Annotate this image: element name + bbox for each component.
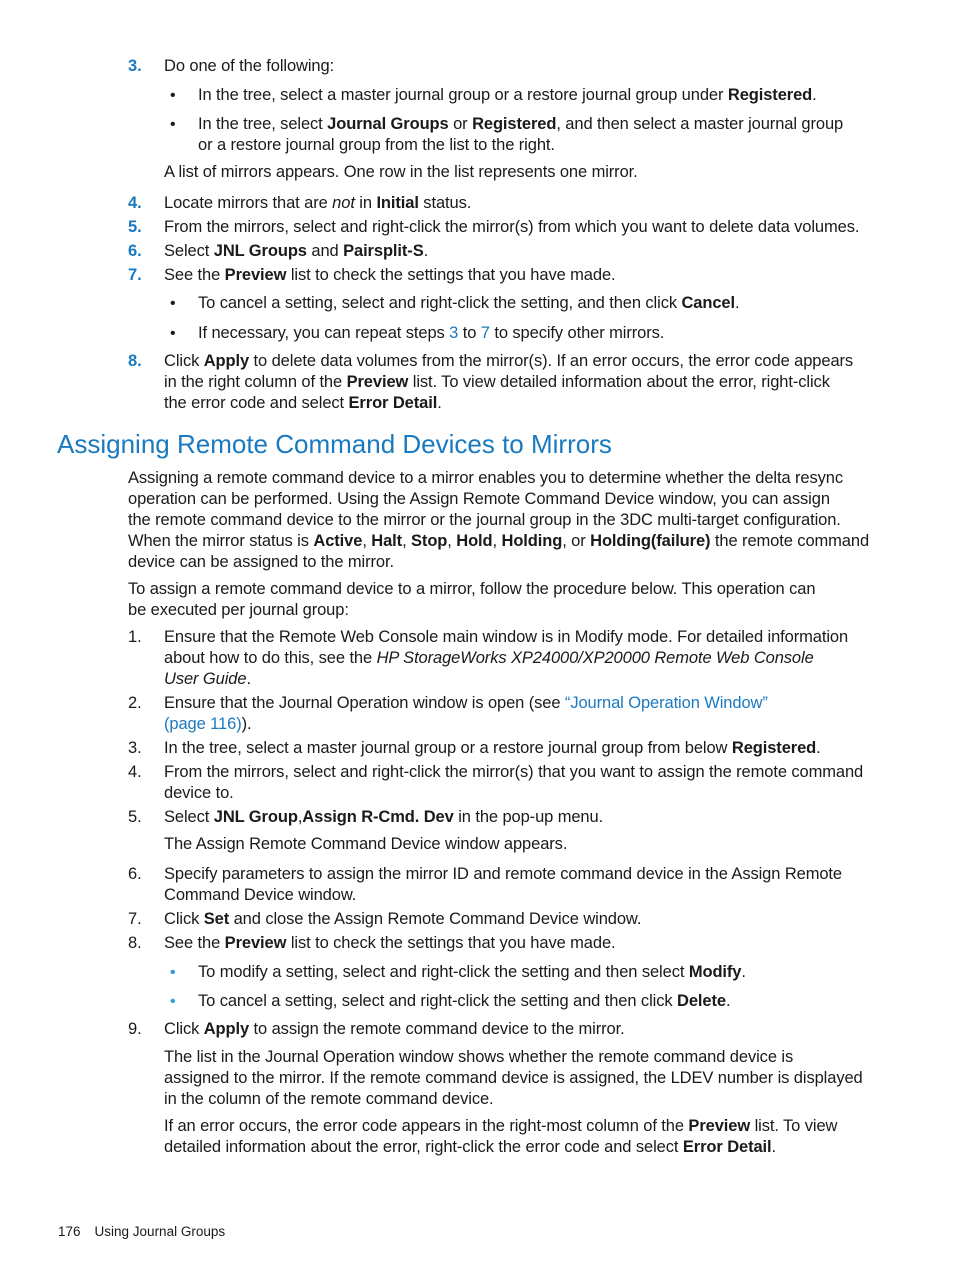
step-note: The list in the Journal Operation window shows whether the remote command device is	[164, 1048, 794, 1066]
step-text: User Guide.	[164, 670, 251, 688]
step-number: 7.	[128, 910, 142, 928]
footer-section-title: Using Journal Groups	[94, 1224, 226, 1239]
page-reference-link[interactable]: (page 116)	[164, 715, 242, 733]
step-text: In the tree, select a master journal group or a restore journal group from below Registered.	[164, 739, 821, 757]
step-text: Ensure that the Remote Web Console main window is in Modify mode. For detailed information	[164, 628, 849, 646]
paragraph-line: device can be assigned to the mirror.	[128, 553, 394, 571]
step-number: 4.	[128, 763, 142, 781]
bullet-text: In the tree, select a master journal group or a restore journal group under Registered.	[198, 86, 817, 104]
step-text: Ensure that the Journal Operation window is open (see “Journal Operation Window”	[164, 694, 768, 712]
step-text: (page 116)).	[164, 715, 252, 733]
bullet-text: or a restore journal group from the list to the right.	[198, 136, 555, 154]
bullet-text: To cancel a setting, select and right-click the setting and then click Delete.	[198, 992, 731, 1010]
step-number: 3.	[128, 739, 142, 757]
step-note: assigned to the mirror. If the remote command device is assigned, the LDEV number is displayed	[164, 1069, 863, 1087]
step-note: If an error occurs, the error code appears in the right-most column of the Preview list. To view	[164, 1117, 838, 1135]
step-text: about how to do this, see the HP StorageWorks XP24000/XP20000 Remote Web Console	[164, 649, 814, 667]
step-number: 9.	[128, 1020, 142, 1038]
step-text: in the right column of the Preview list. To view detailed information about the error, right-click	[164, 373, 830, 391]
step-text: the error code and select Error Detail.	[164, 394, 442, 412]
step-number: 5.	[128, 808, 142, 826]
step-number: 2.	[128, 694, 142, 712]
paragraph-line: To assign a remote command device to a mirror, follow the procedure below. This operation can	[128, 580, 816, 598]
paragraph-line: Assigning a remote command device to a mirror enables you to determine whether the delta resync	[128, 469, 844, 487]
step-number: 1.	[128, 628, 142, 646]
step-text: Select JNL Group,Assign R-Cmd. Dev in the pop-up menu.	[164, 808, 604, 826]
bullet-icon: •	[170, 87, 176, 104]
bullet-icon: •	[170, 964, 176, 981]
paragraph-line: When the mirror status is Active, Halt, Stop, Hold, Holding, or Holding(failure) the remote command	[128, 532, 870, 550]
journal-operation-window-link[interactable]: “Journal Operation Window”	[564, 694, 768, 712]
step-number: 5.	[128, 218, 142, 236]
step-text: device to.	[164, 784, 234, 802]
step-number: 8.	[128, 934, 142, 952]
step-text: Do one of the following:	[164, 57, 335, 75]
step-number: 8.	[128, 352, 142, 370]
step-note: detailed information about the error, right-click the error code and select Error Detail.	[164, 1138, 777, 1156]
step-text: Command Device window.	[164, 886, 357, 904]
step-link-7[interactable]: 7	[480, 324, 490, 342]
step-text: Click Apply to delete data volumes from the mirror(s). If an error occurs, the error code appears	[164, 352, 854, 370]
step-note: The Assign Remote Command Device window appears.	[164, 835, 568, 853]
step-text: See the Preview list to check the settings that you have made.	[164, 934, 616, 952]
bullet-text: To cancel a setting, select and right-click the setting, and then click Cancel.	[198, 294, 740, 312]
step-text: From the mirrors, select and right-click the mirror(s) that you want to assign the remote command	[164, 763, 864, 781]
bullet-icon: •	[170, 993, 176, 1010]
step-text: From the mirrors, select and right-click the mirror(s) from which you want to delete data volumes.	[164, 218, 860, 236]
bullet-text: If necessary, you can repeat steps 3 to 7 to specify other mirrors.	[198, 324, 665, 342]
bullet-text: To modify a setting, select and right-click the setting and then select Modify.	[198, 963, 746, 981]
paragraph-line: be executed per journal group:	[128, 601, 349, 619]
bullet-icon: •	[170, 116, 176, 133]
step-text: Specify parameters to assign the mirror ID and remote command device in the Assign Remote	[164, 865, 842, 883]
step-number: 6.	[128, 865, 142, 883]
bullet-icon: •	[170, 325, 176, 342]
paragraph-line: the remote command device to the mirror or the journal group in the 3DC multi-target configuration.	[128, 511, 841, 529]
bullet-icon: •	[170, 295, 176, 312]
step-number: 3.	[128, 57, 142, 75]
paragraph-line: operation can be performed. Using the Assign Remote Command Device window, you can assign	[128, 490, 830, 508]
step-text: See the Preview list to check the settings that you have made.	[164, 266, 616, 284]
step-text: Select JNL Groups and Pairsplit-S.	[164, 242, 429, 260]
step-text: Click Apply to assign the remote command device to the mirror.	[164, 1020, 625, 1038]
step-number: 4.	[128, 194, 142, 212]
page-number: 176	[58, 1224, 81, 1239]
section-heading: Assigning Remote Command Devices to Mirrors	[57, 429, 612, 459]
page-footer	[58, 1223, 225, 1241]
step-text: Locate mirrors that are not in Initial status.	[164, 194, 472, 212]
step-link-3[interactable]: 3	[449, 324, 459, 342]
step-text: Click Set and close the Assign Remote Command Device window.	[164, 910, 642, 928]
bullet-text: In the tree, select Journal Groups or Registered, and then select a master journal group	[198, 115, 844, 133]
step-note: in the column of the remote command device.	[164, 1090, 494, 1108]
step-number: 7.	[128, 266, 142, 284]
step-note: A list of mirrors appears. One row in the list represents one mirror.	[164, 163, 638, 181]
step-number: 6.	[128, 242, 142, 260]
